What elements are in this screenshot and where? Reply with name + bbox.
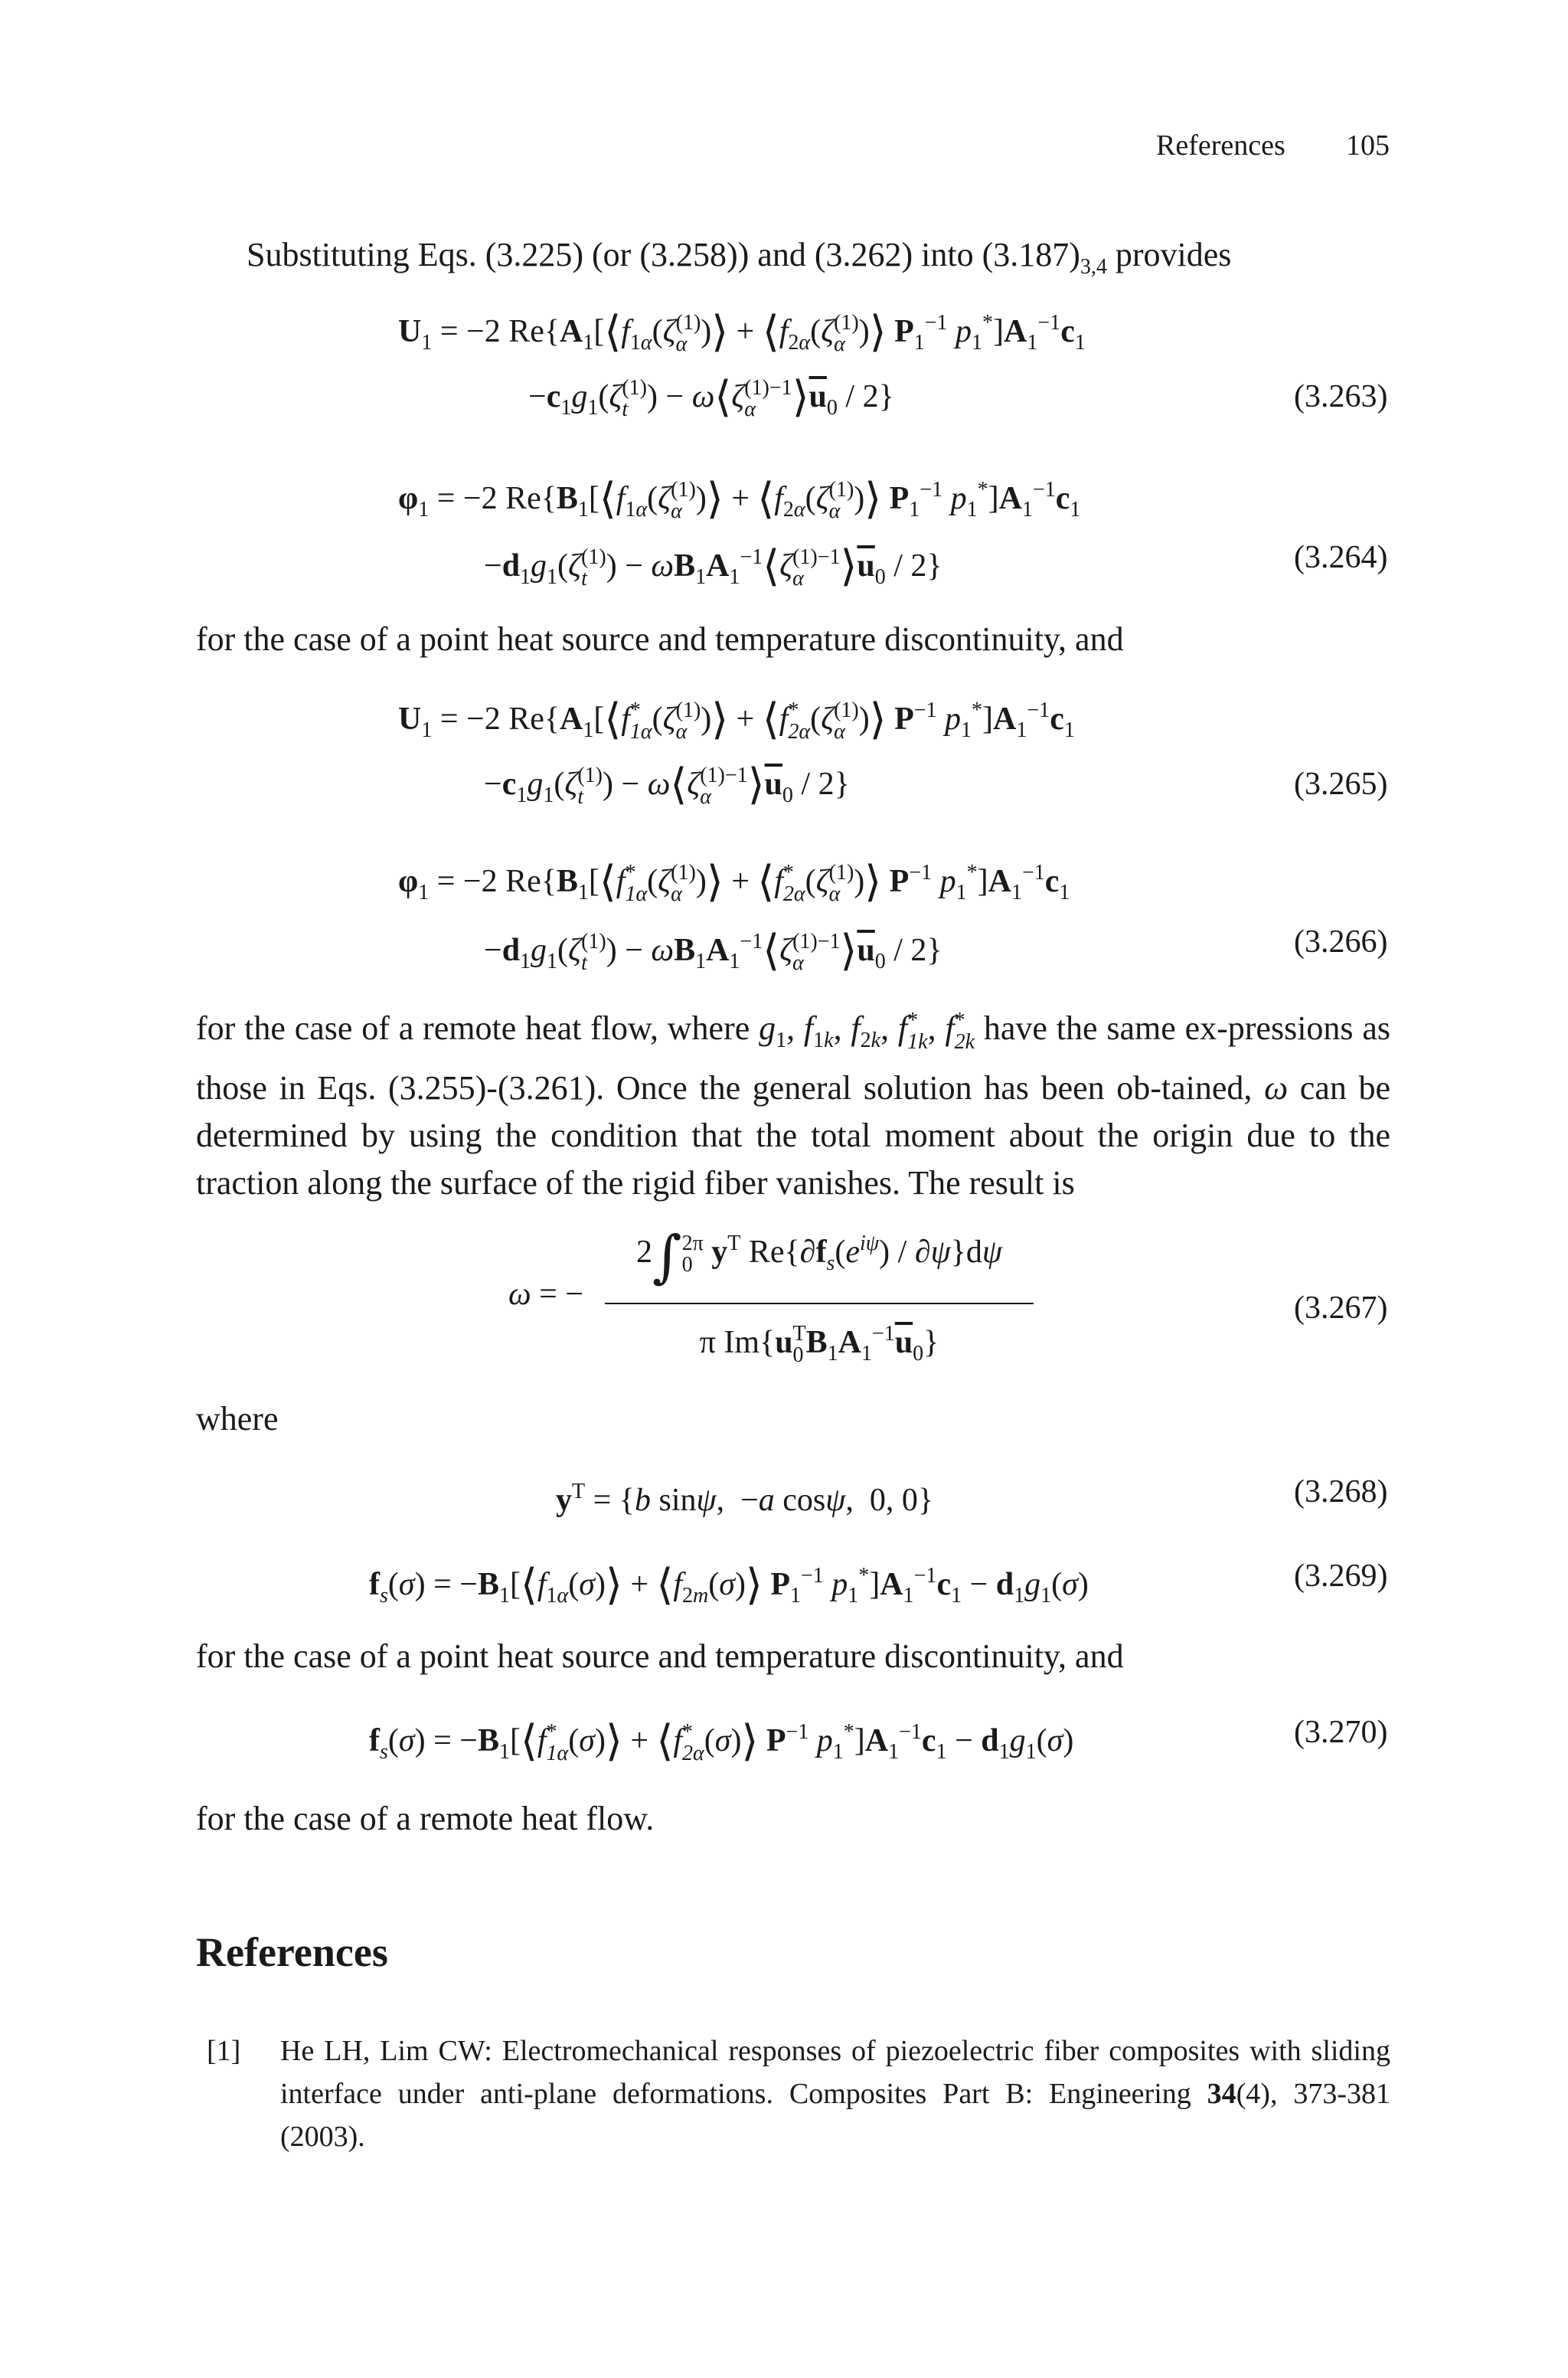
case-remote-heat-flow: for the case of a remote heat flow.	[196, 1800, 655, 1837]
equation-3-263-line-1: $U_1 = -2$ $Re\{A_1[⟨f_{1\alpha}(\zeta$ (1) α )⟩ + $⟨f_{2\alpha}(\zeta$ (1) α )⟩ $P_1^{-1}$ $p_1^*]A_1^{-1}c_1$	[398, 307, 1086, 357]
reference-number: [1]	[207, 2035, 241, 2067]
equation-number-3-267: (3.267)	[1294, 1290, 1388, 1326]
intro-text-end: provides	[1106, 236, 1232, 273]
equation-3-269: $f_s(\sigma)$ = $-B_1[⟨f_{1\alpha}(\sigma)⟩$ + $⟨f_{2m}(\sigma)⟩$ $P_1^{-1}$ $p_1^*]A_1^{-1}c_1 - d_1g_1(\sigma)$	[369, 1560, 1089, 1610]
para2-text-a: for the case of a remote heat flow, where	[196, 1009, 760, 1047]
equation-number-3-266: (3.266)	[1294, 924, 1388, 960]
para2-text-c: can be determined by using the condition that the total moment about the origin due to the traction along the surface of the rigid fiber vanishes. The result is	[196, 1069, 1390, 1202]
equation-3-264-line-2: $-d_1g_1(\zeta$ (1) t ) − $\omega B_1A_1^{-1}⟨\zeta$ (1)−1 α $⟩\overline{u}_0 / 2$}	[484, 541, 942, 591]
equation-number-3-270: (3.270)	[1294, 1715, 1388, 1750]
equation-3-265-line-1: $U_1 = -2$ $Re\{A_1[⟨f$ * 1α (ζ (1) α )⟩ + ⟨f * 2α (ζ (1) α )⟩ $P^{-1}$ $p_1^*]A_1^{-1}c_1$	[398, 695, 1075, 744]
equation-3-266-line-2: $-d_1g_1(\zeta$ (1) t ) − $\omega B_1A_1^{-1}⟨\zeta$ (1)−1 α $⟩\overline{u}_0 / 2$}	[484, 926, 942, 976]
equation-3-266-line-1: $\varphi_1 = -2$ $Re\{B_1[⟨f$ * 1α (ζ (1) α )⟩ + ⟨f * 2α (ζ (1) α )⟩ $P^{-1}$ $p_1^*]A_1^{-1}c_1$	[398, 857, 1070, 907]
equation-number-3-264: (3.264)	[1294, 540, 1388, 575]
equation-3-270: $f_s(\sigma)$ = $-B_1[⟨f$ * 1α (σ)⟩ + ⟨f * 2α (σ)⟩ $P^{-1}$ $p_1^*]A_1^{-1}c_1 - d_1g_1(\sigma)$	[369, 1716, 1074, 1766]
equation-number-3-269: (3.269)	[1294, 1559, 1388, 1594]
equation-number-3-265: (3.265)	[1294, 767, 1388, 802]
reference-text-b: (4), 373-381 (2003).	[280, 2078, 1390, 2153]
fraction-bar	[605, 1303, 1034, 1304]
equation-3-268: $y^T = \{b$ sinψ, −a cosψ, 0, 0}	[556, 1480, 934, 1518]
equation-number-3-263: (3.263)	[1294, 379, 1388, 414]
equation-3-267-lhs: ω = −	[508, 1277, 584, 1312]
where-word: where	[196, 1400, 279, 1438]
references-heading: References	[196, 1929, 388, 1975]
case-text-2	[196, 1633, 1390, 1680]
intro-text: Substituting Eqs. (3.225) (or (3.258)) and (3.262) into (3.187)	[247, 236, 1080, 273]
case-point-heat-source: for the case of a point heat source and temperature discontinuity, and	[196, 620, 1124, 658]
equation-3-267-fraction	[582, 1222, 1041, 1368]
equation-3-263-line-2: $-c_1g_1(\zeta$ (1) t ) − ω⟨ζ (1)−1 α $⟩\overline{u}_0 / 2$}	[528, 372, 894, 422]
reference-text-a: He LH, Lim CW: Electromechanical responses of piezoelectric fiber composites with sliding interface under anti-plane deformations. Composites Part B: Engineering	[280, 2035, 1390, 2110]
case-text-3	[196, 1795, 1390, 1843]
equation-3-265-line-2: $-c_1g_1(\zeta$ (1) t ) − ω⟨ζ (1)−1 α $⟩\overline{u}_0 / 2$}	[484, 760, 850, 810]
reference-text	[280, 2030, 1390, 2158]
para2-text-b: have the same ex-pressions as those in Eqs. (3.255)-(3.261). Once the general solution has been ob-tained,	[196, 1009, 1391, 1107]
reference-volume: 34	[1207, 2078, 1236, 2110]
fraction-denominator: π Im{u T 0 $B_1A_1^{-1}\overline{u}_0$}	[699, 1322, 939, 1368]
intro-subscript: 3,4	[1080, 254, 1107, 279]
page-number: 105	[1346, 129, 1390, 162]
equation-number-3-268: (3.268)	[1294, 1474, 1388, 1510]
case-point-heat-source-2: for the case of a point heat source and temperature discontinuity, and	[196, 1637, 1124, 1675]
intro-paragraph	[196, 231, 1390, 291]
case-text-1	[196, 616, 1390, 663]
fraction-numerator: 2∫ 2π 0 $y^T$ $Re\{\partial f_s(e^{i\psi}) / \partial\psi\}d\psi$	[636, 1224, 1002, 1290]
running-header-title: References	[1156, 129, 1285, 162]
where-text	[196, 1395, 1390, 1443]
remote-heat-flow-paragraph: for the case of a remote heat flow, where $g_1$, $f_{1k}$, $f_{2k}$, f * 1k , f * 2k have the same ex-pressions as those in Eqs. (3.255)-(3.261). Once the general solution has been ob-tained, ω can be determined by using the condition that the total moment about the origin due to the traction along the surface of the rigid fiber vanishes. The result is	[196, 1008, 1391, 1202]
equation-3-264-line-1: $\varphi_1 = -2$ $Re\{B_1[⟨f_{1\alpha}(\zeta$ (1) α )⟩ + $⟨f_{2\alpha}(\zeta$ (1) α )⟩ $P_1^{-1}$ $p_1^*]A_1^{-1}c_1$	[398, 474, 1081, 524]
